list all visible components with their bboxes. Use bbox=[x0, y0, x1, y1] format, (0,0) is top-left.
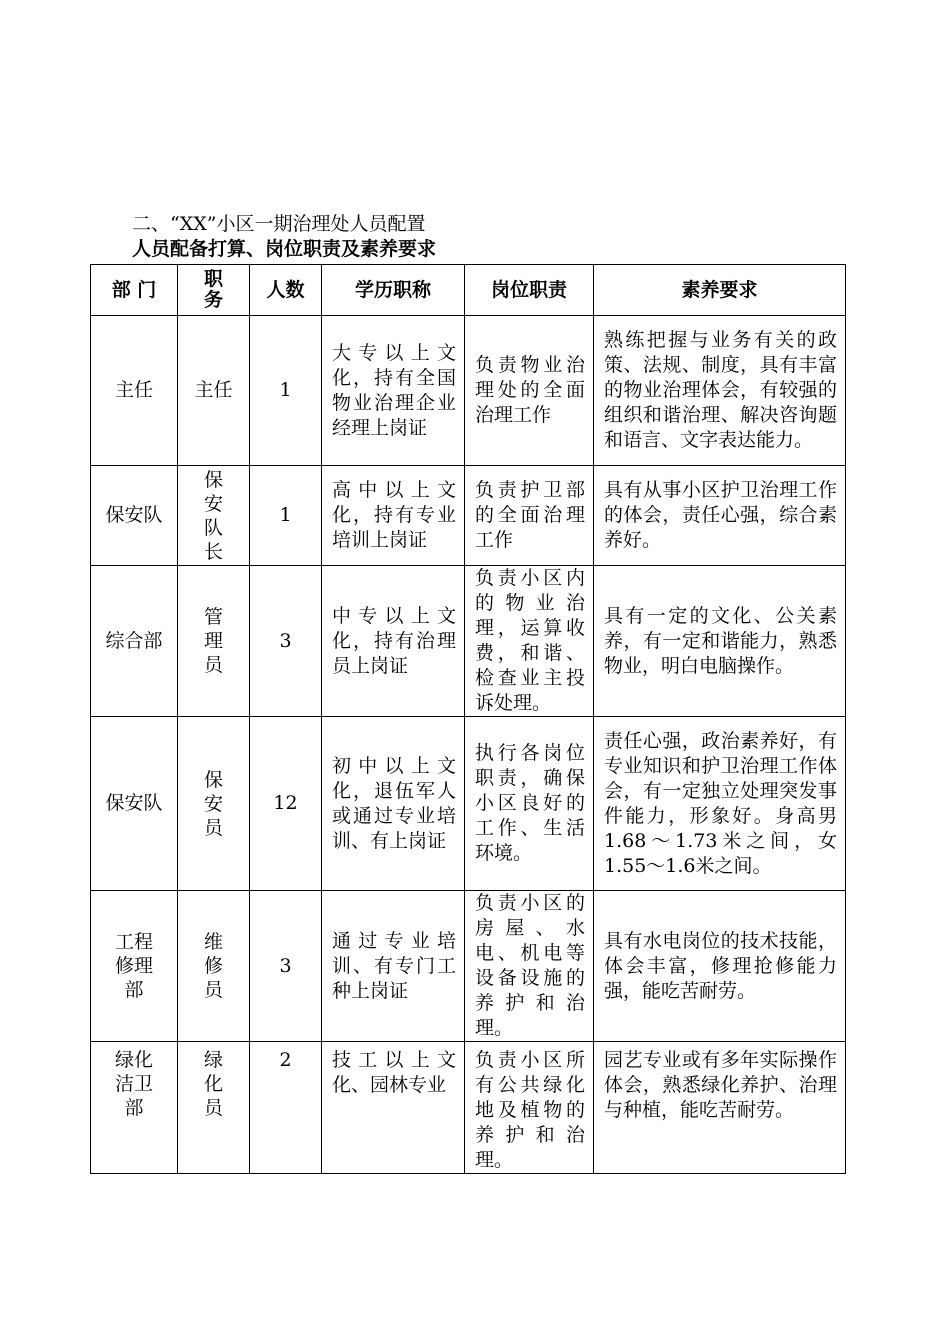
cell-department: 保安队 bbox=[91, 717, 178, 891]
header-position: 职务 bbox=[178, 265, 250, 316]
cell-quality: 园艺专业或有多年实际操作体会，熟悉绿化养护、治理与种植，能吃苦耐劳。 bbox=[594, 1042, 846, 1174]
cell-position: 主任 bbox=[178, 316, 250, 466]
table-row bbox=[91, 891, 846, 1042]
cell-quality: 具有一定的文化、公关素养，有一定和谐能力，熟悉物业，明白电脑操作。 bbox=[594, 566, 846, 717]
cell-department: 综合部 bbox=[91, 566, 178, 717]
cell-education: 大专以上文化，持有全国物业治理企业经理上岗证 bbox=[322, 316, 465, 466]
cell-count: 12 bbox=[250, 717, 322, 891]
cell-count: 2 bbox=[250, 1042, 322, 1174]
cell-position: 保安员 bbox=[178, 717, 250, 891]
cell-duty: 负责小区所有公共绿化地及植物的养护和治理。 bbox=[465, 1042, 594, 1174]
cell-duty: 负责小区内的物业治理，运算收费，和谐、检查业主投诉处理。 bbox=[465, 566, 594, 717]
cell-position: 维修员 bbox=[178, 891, 250, 1042]
table-row bbox=[91, 316, 846, 466]
table-header-row bbox=[91, 265, 846, 316]
cell-education: 通过专业培训、有专门工种上岗证 bbox=[322, 891, 465, 1042]
table-row bbox=[91, 717, 846, 891]
cell-quality: 具有从事小区护卫治理工作的体会，责任心强，综合素养好。 bbox=[594, 466, 846, 566]
cell-department: 工程修理部 bbox=[91, 891, 178, 1042]
section-heading: 二、“XX”小区一期治理处人员配置 bbox=[132, 213, 426, 235]
cell-count: 1 bbox=[250, 466, 322, 566]
header-department: 部 门 bbox=[91, 265, 178, 316]
table-row bbox=[91, 566, 846, 717]
cell-duty: 负责小区的房屋、水电、机电等设备设施的养护和治理。 bbox=[465, 891, 594, 1042]
cell-quality: 熟练把握与业务有关的政策、法规、制度，具有丰富的物业治理体会，有较强的组织和谐治理、解决咨询题和语言、文字表达能力。 bbox=[594, 316, 846, 466]
cell-department: 主任 bbox=[91, 316, 178, 466]
cell-count: 3 bbox=[250, 891, 322, 1042]
cell-position: 管理员 bbox=[178, 566, 250, 717]
cell-quality: 具有水电岗位的技术技能，体会丰富，修理抢修能力强，能吃苦耐劳。 bbox=[594, 891, 846, 1042]
cell-education: 高中以上文化，持有专业培训上岗证 bbox=[322, 466, 465, 566]
staffing-table bbox=[90, 264, 846, 1174]
cell-duty: 执行各岗位职责，确保小区良好的工作、生活环境。 bbox=[465, 717, 594, 891]
table-row bbox=[91, 1042, 846, 1174]
cell-position: 绿化员 bbox=[178, 1042, 250, 1174]
cell-quality: 责任心强，政治素养好，有专业知识和护卫治理工作体会，有一定独立处理突发事件能力，形象好。身高男1.68～1.73米之间，女1.55～1.6米之间。 bbox=[594, 717, 846, 891]
header-count: 人数 bbox=[250, 265, 322, 316]
table-row bbox=[91, 466, 846, 566]
cell-department: 保安队 bbox=[91, 466, 178, 566]
cell-count: 3 bbox=[250, 566, 322, 717]
cell-count: 1 bbox=[250, 316, 322, 466]
cell-duty: 负责物业治理处的全面治理工作 bbox=[465, 316, 594, 466]
header-quality: 素养要求 bbox=[594, 265, 846, 316]
cell-education: 中专以上文化，持有治理员上岗证 bbox=[322, 566, 465, 717]
cell-duty: 负责护卫部的全面治理工作 bbox=[465, 466, 594, 566]
table-caption: 人员配备打算、岗位职责及素养要求 bbox=[132, 238, 437, 260]
cell-department: 绿化洁卫部 bbox=[91, 1042, 178, 1174]
cell-position: 保安队长 bbox=[178, 466, 250, 566]
header-education: 学历职称 bbox=[322, 265, 465, 316]
header-duty: 岗位职责 bbox=[465, 265, 594, 316]
cell-education: 初中以上文化，退伍军人或通过专业培训、有上岗证 bbox=[322, 717, 465, 891]
cell-education: 技工以上文化、园林专业 bbox=[322, 1042, 465, 1174]
